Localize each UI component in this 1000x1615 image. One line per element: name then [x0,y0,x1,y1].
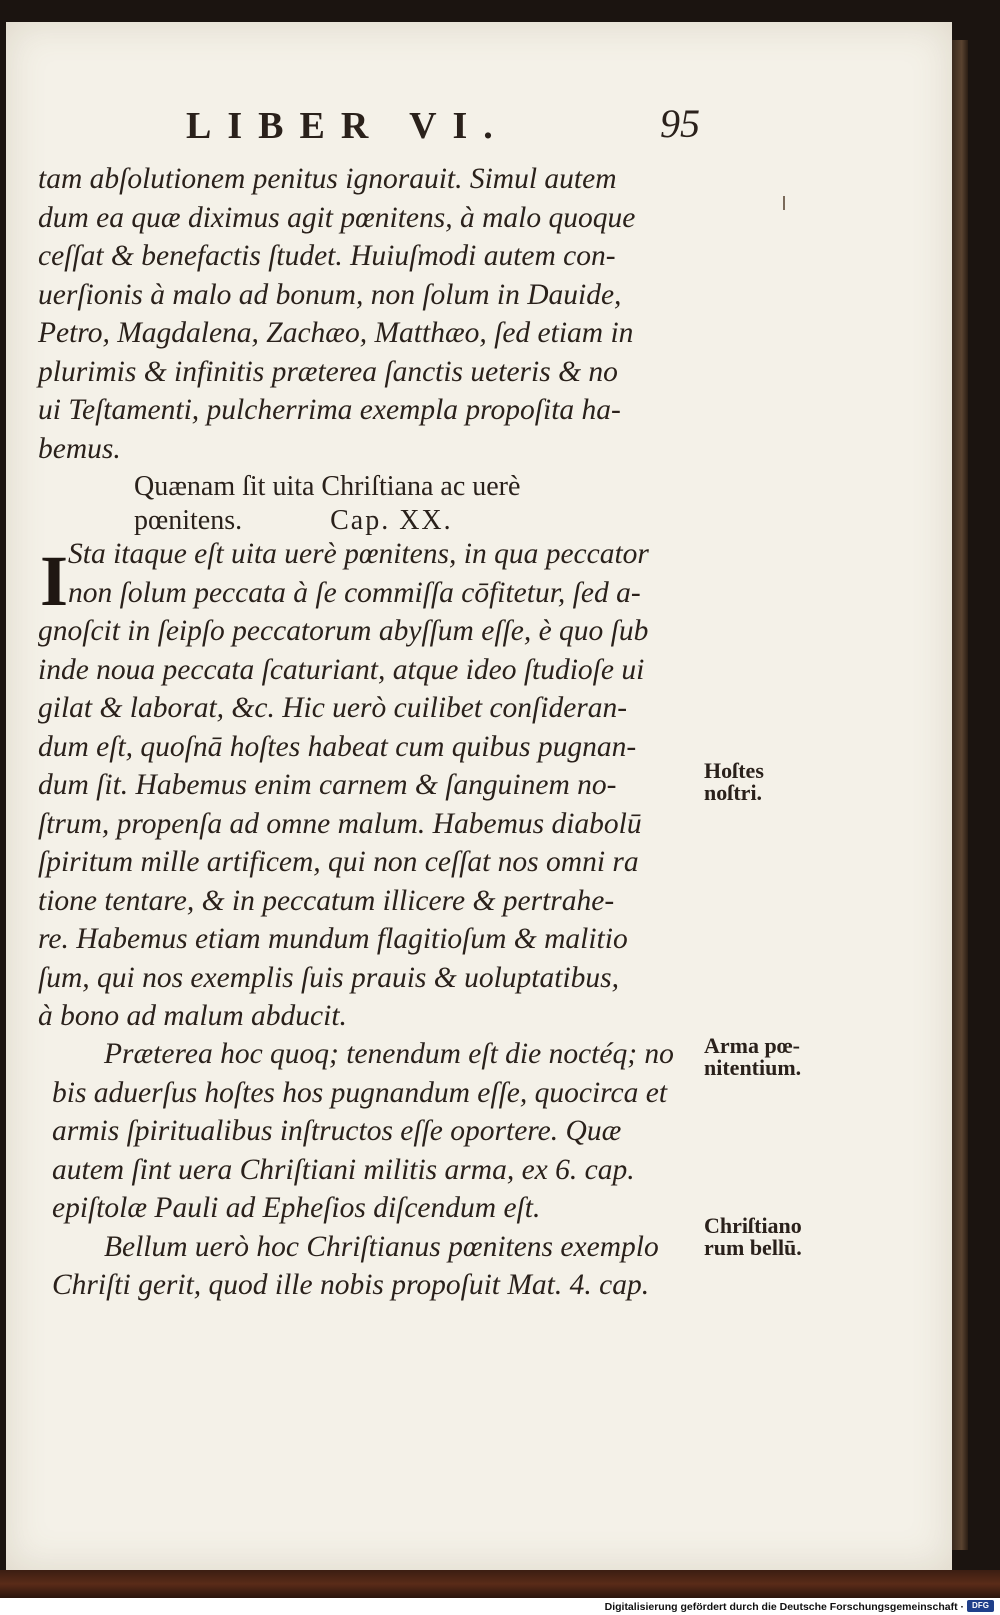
text-line: gnoſcit in ſeipſo peccatorum abyſſum eſſe, è quo ſub [38,615,649,647]
text-line: epiſtolæ Pauli ad Epheſios diſcendum eſt. [52,1192,541,1224]
chapter-number: Cap. XX. [330,505,453,536]
marginal-note-line: Chriſtiano [704,1213,802,1238]
ink-mark [783,196,785,210]
marginal-note-line: rum bellū. [704,1235,802,1260]
chapter-title-line-2: pœnitens. [134,505,243,536]
text-line: ſtrum, propenſa ad omne malum. Habemus diabolū [38,807,642,840]
marginal-note-line: noſtri. [704,780,763,805]
page-number: 95 [660,101,700,146]
marginal-note-line: Arma pœ‐ [704,1033,800,1058]
text-line: Petro, Magdalena, Zachæo, Matthæo, ſed etiam in [38,317,634,349]
marginal-note-line: Hoſtes [704,758,764,783]
text-line: tam abſolutionem penitus ignorauit. Simul autem [38,163,617,195]
dfg-logo: DFG [967,1600,994,1612]
text-line: tione tentare, & in peccatum illicere & pertrahe‐ [38,884,615,917]
text-line: re. Habemus etiam mundum flagitioſum & malitio [38,923,628,955]
marginal-note-line: nitentium. [704,1055,802,1080]
paragraph-1 [38,160,706,468]
text-line: bemus. [38,432,121,465]
text-line: non ſolum peccata à ſe commiſſa cōfitetur, ſed a‐ [68,576,641,609]
chapter-heading [134,470,520,538]
text-line: uerſionis à malo ad bonum, non ſolum in Dauide, [38,278,622,311]
text-line: Chriſti gerit, quod ille nobis propoſuit Mat. 4. cap. [52,1269,650,1301]
text-line: Præterea hoc quoq; tenendum eſt die noctéq; no [104,1038,674,1070]
text-line: plurimis & infinitis præterea ſanctis ueteris & no [38,355,618,388]
marginal-note [704,760,834,804]
paragraph-3 [52,1035,702,1305]
text-line: bis aduerſus hoſtes hos pugnandum eſſe, quocirca et [52,1076,668,1109]
funding-credit: Digitalisierung gefördert durch die Deutsche Forschungsgemeinschaft · [604,1601,964,1613]
text-line: inde noua peccata ſcaturiant, atque ideo ſtudioſe ui [38,653,645,686]
text-line: ceſſat & benefactis ſtudet. Huiuſmodi autem con‐ [38,240,616,272]
marginal-note [704,1035,834,1079]
text-line: ſpiritum mille artificem, qui non ceſſat nos omni ra [38,846,639,878]
initial-letter: I [40,541,69,621]
text-line: Bellum uerò hoc Chriſtianus pœnitens exemplo [104,1230,659,1263]
text-line: autem ſint uera Chriſtiani militis arma, ex 6. cap. [52,1153,635,1186]
paragraph-2 [38,535,706,1036]
text-line: dum ea quæ diximus agit pœnitens, à malo quoque [38,201,636,234]
text-line: ui Teſtamenti, pulcherrima exempla propoſita ha‐ [38,394,621,426]
text-line: armis ſpiritualibus inſtructos eſſe oportere. Quæ [52,1115,622,1147]
text-line: ſum, qui nos exemplis ſuis prauis & uoluptatibus, [38,961,619,994]
page-edge-bottom [0,1570,1000,1598]
page-edge-right [952,40,968,1550]
chapter-title-line-1: Quænam ſit uita Chriſtiana ac uerè [134,471,521,502]
text-line: dum eſt, quoſnā hoſtes habeat cum quibus pugnan‐ [38,730,637,763]
text-line: dum ſit. Habemus enim carnem & ſanguinem no‐ [38,769,617,801]
marginal-note [704,1215,834,1259]
text-line: gilat & laborat, &c. Hic uerò cuilibet conſideran‐ [38,692,628,724]
running-title: LIBER VI. [186,105,509,147]
chapter-title-line-2-row [134,504,520,538]
text-line: à bono ad malum abducit. [38,1000,347,1032]
text-line: Sta itaque eſt uita uerè pœnitens, in qua peccator [68,538,649,570]
